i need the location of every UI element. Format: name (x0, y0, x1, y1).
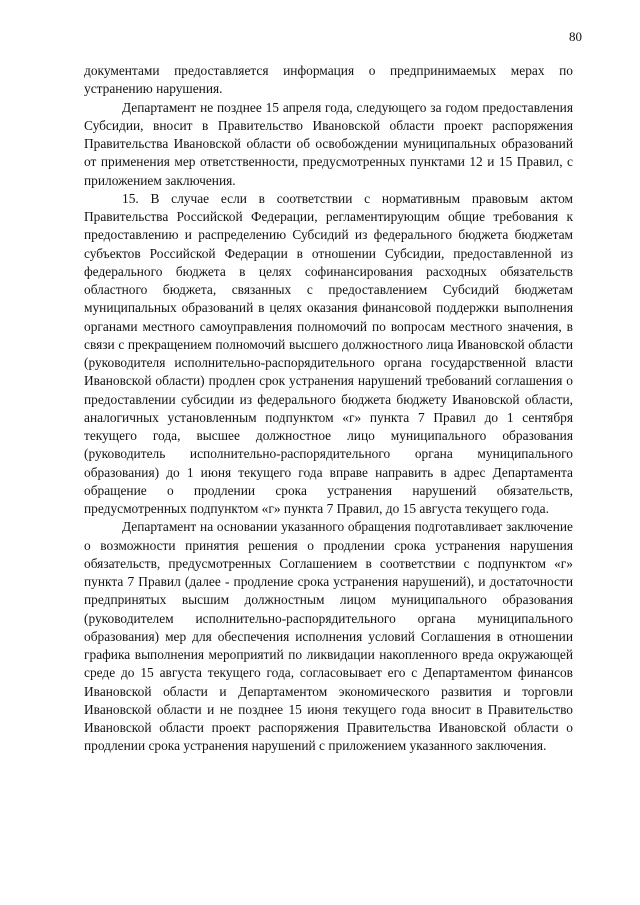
page-number: 80 (569, 29, 582, 44)
paragraph-clause-15: 15. В случае если в соответствии с нормативным правовым актом Правительства Российской Федерации, регламентирующим общие требования к предоставлению и распределению Субсидий из федерального бюджета бюджетам субъектов Российской Федерации в отношении Субсидии, предоставленной из федерального бюджета в целях софинансирования расходных обязательств областного бюджета, связанных с предоставлением Субсидий бюджетам муниципальных образований в целях оказания финансовой поддержки выполнения органами местного самоуправления полномочий по вопросам местного значения, в связи с прекращением полномочий высшего должностного лица Ивановской области (руководителя исполнительно-распорядительного органа государственной власти Ивановской области) продлен срок устранения нарушений требований соглашения о предоставлении субсидии из федерального бюджета бюджету Ивановской области, аналогичных установленным подпунктом «г» пункта 7 Правил до 1 сентября текущего года, высшее должностное лицо муниципального образования (руководитель исполнительно-распорядительного органа муниципального образования) до 1 июня текущего года вправе направить в адрес Департамента обращение о продлении срока устранения нарушений обязательств, предусмотренных подпунктом «г» пункта 7 Правил, до 15 августа текущего года. (84, 190, 573, 516)
paragraph-department-conclusion: Департамент на основании указанного обращения подготавливает заключение о возможности принятия решения о продлении срока устранения нарушения обязательств, предусмотренных Соглашением в соответствии с подпунктом «г» пункта 7 Правил (далее - продление срока устранения нарушений), и достаточности предпринятых высшим должностным лицом муниципального образования (руководителем исполнительно-распорядительного органа муниципального образования) мер для обеспечения исполнения условий Соглашения в отношении графика выполнения мероприятий по ликвидации накопленного вреда окружающей среде до 15 августа текущего года, согласовывает его с Департаментом финансов Ивановской области и Департаментом экономического развития и торговли Ивановской области и не позднее 15 июня текущего года вносит в Правительство Ивановской области проект распоряжения Правительства Ивановской области о продлении срока устранения нарушений с приложением указанного заключения. (84, 519, 573, 754)
document-body (84, 62, 573, 756)
paragraph-continuation: документами предоставляется информация о предпринимаемых мерах по устранению нарушения. (84, 63, 573, 97)
paragraph-department-april: Департамент не позднее 15 апреля года, следующего за годом предоставления Субсидии, вносит в Правительство Ивановской области проект распоряжения Правительства Ивановской области об освобождении муниципальных образований от применения мер ответственности, предусмотренных пунктами 12 и 15 Правил, с приложением заключения. (84, 99, 573, 188)
